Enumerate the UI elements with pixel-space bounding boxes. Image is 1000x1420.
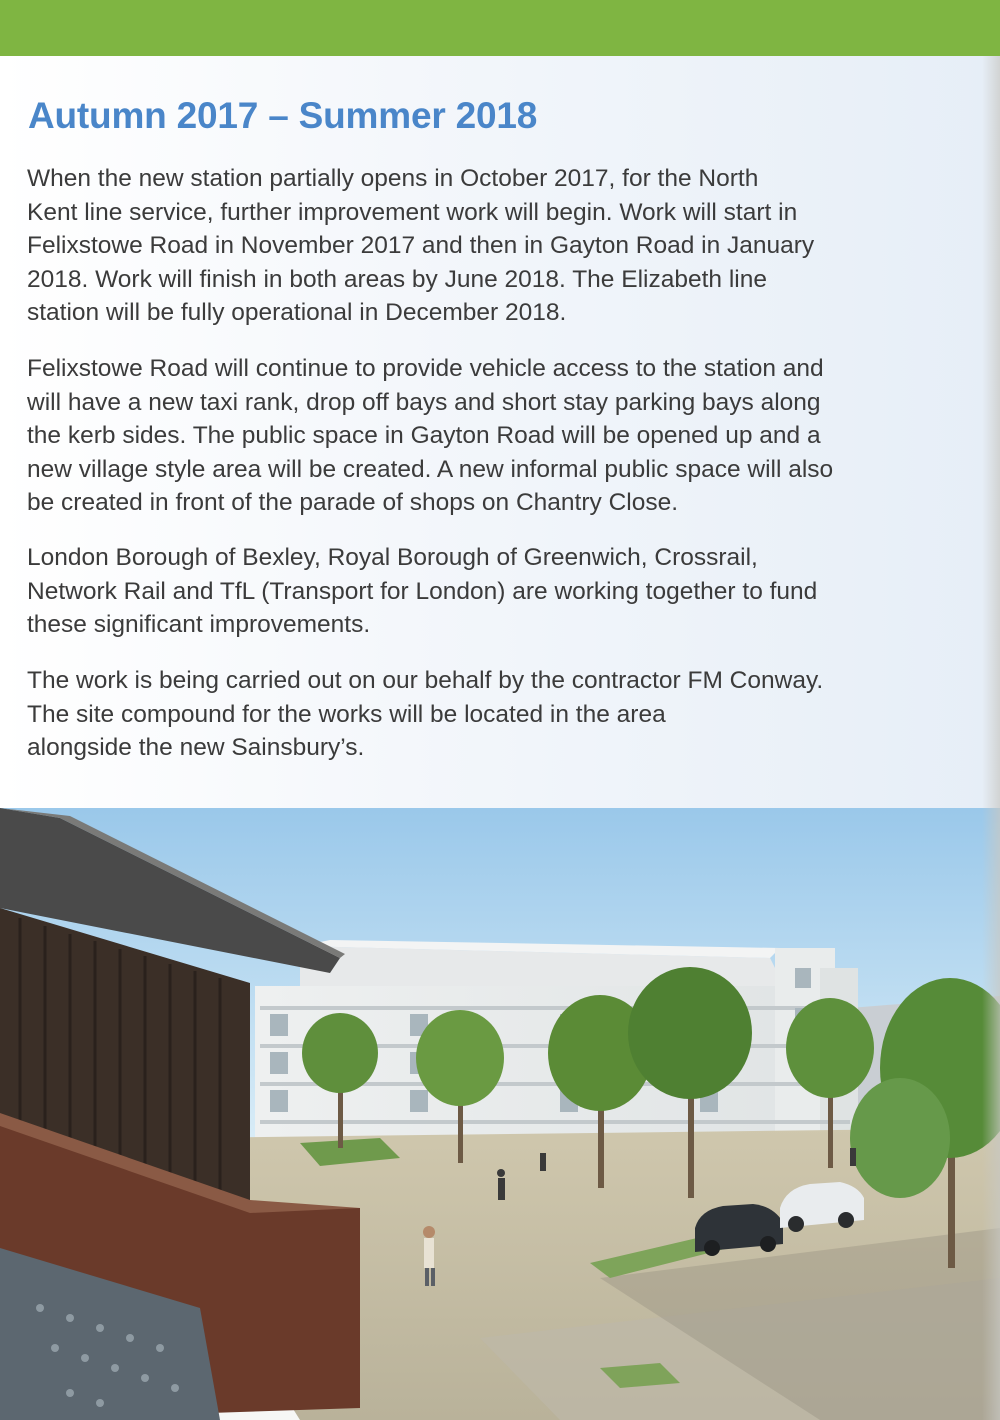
- top-color-band: [0, 0, 1000, 56]
- text-line: new village style area will be created. A new informal public space will also: [27, 455, 834, 483]
- text-line: Network Rail and TfL (Transport for London) are working together to fund: [27, 577, 818, 605]
- architectural-render-image: [0, 808, 1000, 1420]
- text-line: Kent line service, further improvement work will begin. Work will start in: [27, 198, 798, 226]
- section-heading: Autumn 2017 – Summer 2018: [28, 95, 538, 136]
- text-line: Felixstowe Road in November 2017 and then in Gayton Road in January: [27, 232, 815, 260]
- text-line: Felixstowe Road will continue to provide vehicle access to the station and: [27, 355, 824, 382]
- text-line: The work is being carried out on our behalf by the contractor FM Conway.: [27, 667, 824, 694]
- paragraph-timeline: [27, 162, 927, 330]
- paragraph-road-changes: [27, 352, 927, 520]
- paragraph-funding: [27, 541, 927, 642]
- text-line: The site compound for the works will be located in the area: [27, 700, 666, 728]
- text-line: 2018. Work will finish in both areas by June 2018. The Elizabeth line: [27, 265, 767, 293]
- text-line: alongside the new Sainsbury’s.: [27, 734, 365, 762]
- text-line: be created in front of the parade of shops on Chantry Close.: [27, 489, 679, 517]
- text-line: station will be fully operational in December 2018.: [27, 299, 567, 327]
- text-line: the kerb sides. The public space in Gayton Road will be opened up and a: [27, 422, 821, 450]
- text-line: London Borough of Bexley, Royal Borough of Greenwich, Crossrail,: [27, 544, 758, 571]
- page-edge-shadow: [982, 56, 1000, 1420]
- text-line: will have a new taxi rank, drop off bays and short stay parking bays along: [27, 388, 821, 416]
- text-line: these significant improvements.: [27, 611, 371, 639]
- text-line: When the new station partially opens in October 2017, for the North: [27, 165, 759, 192]
- paragraph-contractor: [27, 664, 927, 765]
